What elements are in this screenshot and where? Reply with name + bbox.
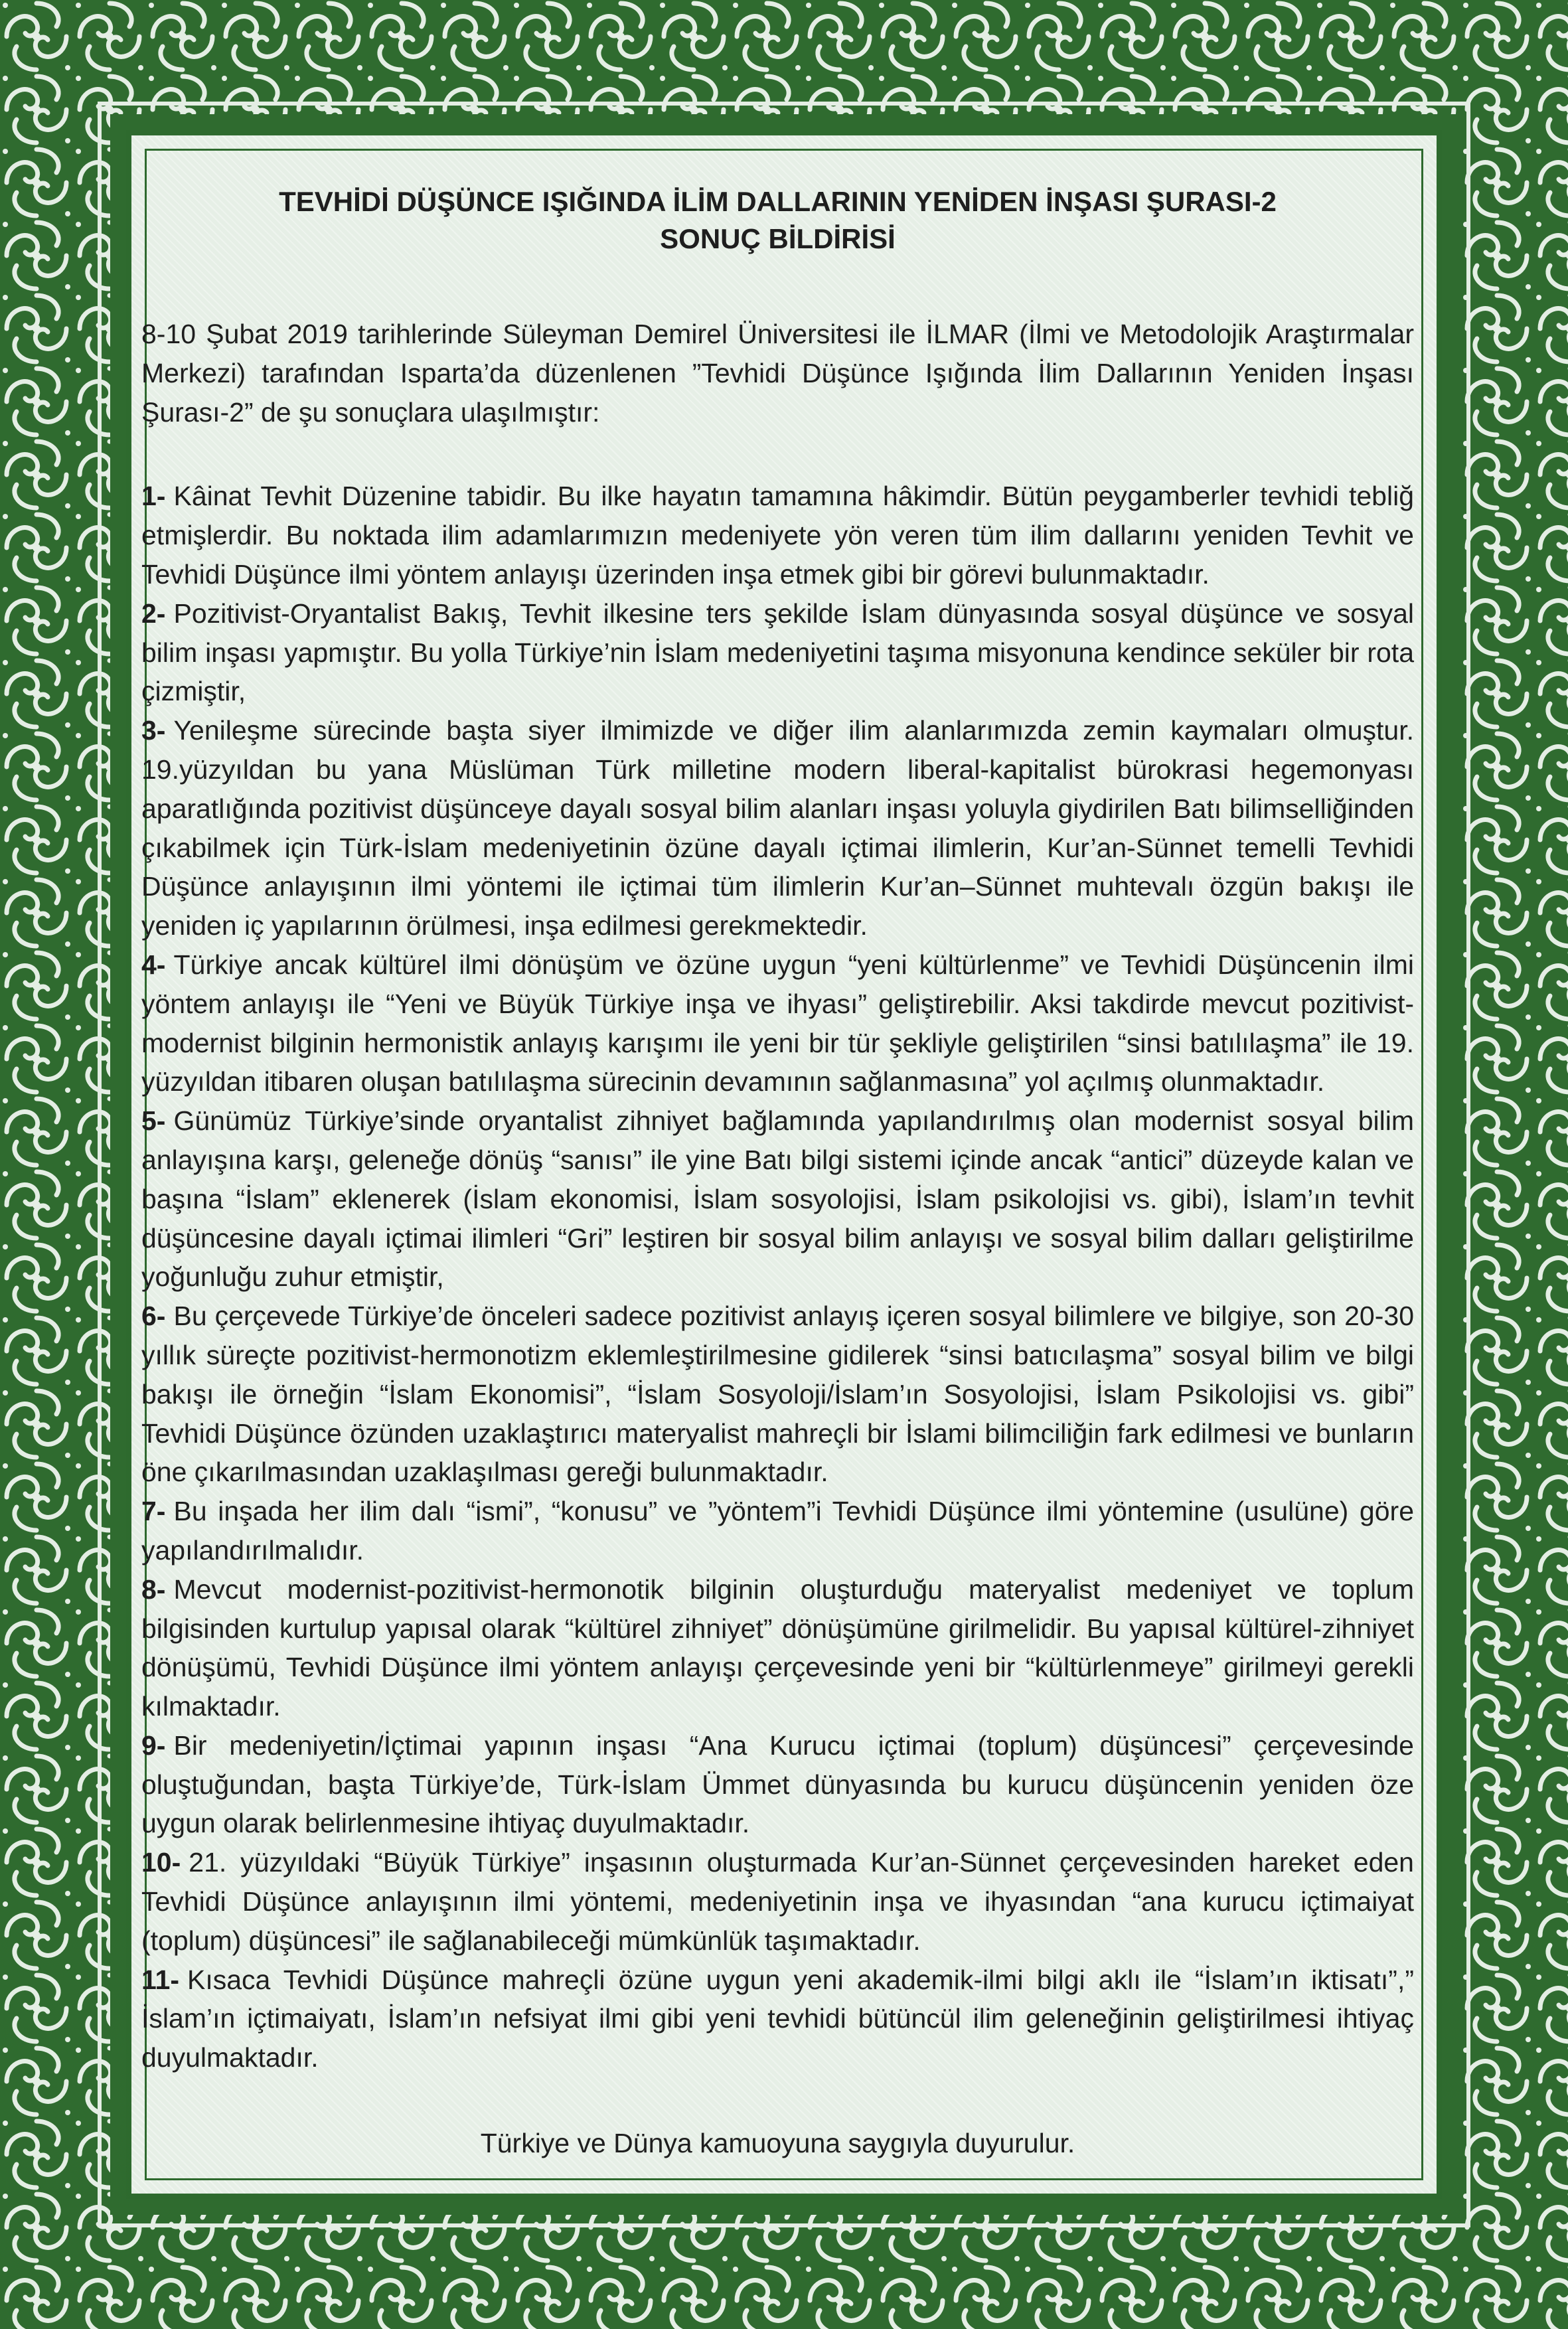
item-number: 7- bbox=[141, 1496, 166, 1527]
item-text: Pozitivist-Oryantalist Bakış, Tevhit ilkesine ters şekilde İslam dünyasında sosyal düşünce ve sosyal bilim inşası yapmıştır. Bu yolla Türkiye’nin İslam medeniyetini taşıma misyonuna kendince seküler bir rota çizmiştir, bbox=[141, 598, 1414, 707]
list-item bbox=[141, 711, 1414, 945]
item-number: 8- bbox=[141, 1573, 166, 1605]
document-content bbox=[141, 183, 1414, 2190]
item-number: 6- bbox=[141, 1301, 166, 1332]
item-number: 1- bbox=[141, 481, 166, 512]
list-item bbox=[141, 594, 1414, 711]
item-text: Günümüz Türkiye’sinde oryantalist zihniyet bağlamında yapılandırılmış olan modernist sosyal bilim anlayışına karşı, geleneğe dönüş “sanısı” ile yine Batı bilgi sistemi içinde ancak “antici” düzeyde kalan ve başına “İslam” eklenerek (İslam ekonomisi, İslam sosyolojisi, İslam psikolojisi vs. gibi), İslam’ın tevhit düşüncesine dayalı içtimai ilimleri “Gri” leştiren bir sosyal bilim anlayışı ve sosyal bilim dalları geliştirilme yoğunluğu zuhur etmiştir, bbox=[141, 1105, 1414, 1293]
list-item bbox=[141, 477, 1414, 594]
list-item bbox=[141, 1570, 1414, 1726]
intro-paragraph: 8-10 Şubat 2019 tarihlerinde Süleyman Demirel Üniversitesi ile İLMAR (İlmi ve Metodolojik Araştırmalar Merkezi) tarafından Isparta’da düzenlenen ”Tevhidi Düşünce Işığında İlim Dallarının Yeniden İnşası Şurası-2” de şu sonuçlara ulaşılmıştır: bbox=[141, 319, 1414, 428]
list-item bbox=[141, 1726, 1414, 1843]
list-item bbox=[141, 1961, 1414, 2077]
item-number: 10- bbox=[141, 1847, 181, 1878]
title-line-2: SONUÇ BİLDİRİSİ bbox=[660, 223, 896, 254]
item-number: 3- bbox=[141, 715, 166, 746]
item-number: 5- bbox=[141, 1105, 166, 1137]
list-item bbox=[141, 1101, 1414, 1297]
item-text: Yenileşme sürecinde başta siyer ilmimizde ve diğer ilim alanlarımızda zemin kaymaları olmuştur. 19.yüzyıldan bu yana Müslüman Türk milletine modern liberal-kapitalist bürokrasi hegemonyası aparatlığında pozitivist düşünceye dayalı sosyal bilim alanları inşası yoluyla giydirilen Batı bilimselliğinden çıkabilmek için Türk-İslam medeniyetinin özüne dayalı içtimai ilimlerin, Kur’an-Sünnet temelli Tevhidi Düşünce anlayışının ilmi yöntemi ile içtimai tüm ilimlerin Kur’an–Sünnet muhtevalı özgün bakışı ile yeniden iç yapılarının örülmesi, inşa edilmesi gerekmektedir. bbox=[141, 715, 1414, 941]
list-item bbox=[141, 1492, 1414, 1570]
item-text: 21. yüzyıldaki “Büyük Türkiye” inşasının oluşturmada Kur’an-Sünnet çerçevesinden hareket eden Tevhidi Düşünce anlayışının ilmi yöntemi, medeniyetinin inşa ve ihyasından “ana kurucu içtimaiyat (toplum) düşüncesi” ile sağlanabileceği mümkünlük taşımaktadır. bbox=[141, 1847, 1414, 1956]
closing-statement: Türkiye ve Dünya kamuoyuna saygıyla duyurulur. bbox=[480, 2128, 1075, 2159]
item-number: 11- bbox=[141, 1964, 179, 1995]
item-text: Mevcut modernist-pozitivist-hermonotik bilginin oluşturduğu materyalist medeniyet ve toplum bilgisinden kurtulup yapısal olarak “kültürel zihniyet” dönüşümüne girilmelidir. Bu yapısal kültürel-zihniyet dönüşümü, Tevhidi Düşünce ilmi yöntem anlayışı çerçevesinde yeni bir “kültürlenmeye” girilmeyi gerekli kılmaktadır. bbox=[141, 1573, 1414, 1722]
item-number: 4- bbox=[141, 949, 166, 980]
item-text: Bir medeniyetin/İçtimai yapının inşası “Ana Kurucu içtimai (toplum) düşüncesi” çerçevesinde oluştuğundan, başta Türkiye’de, Türk-İslam Ümmet dünyasında bu kurucu düşüncenin yeniden öze uygun olarak belirlenmesine ihtiyaç duyulmaktadır. bbox=[141, 1729, 1414, 1839]
results-list bbox=[141, 477, 1414, 2077]
item-text: Kâinat Tevhit Düzenine tabidir. Bu ilke hayatın tamamına hâkimdir. Bütün peygamberler tevhidi tebliğ etmişlerdir. Bu noktada ilim adamlarımızın medeniyete yön veren tüm ilim dallarını yeniden Tevhit ve Tevhidi Düşünce ilmi yöntem anlayışı üzerinden inşa etmek gibi bir görevi bulunmaktadır. bbox=[141, 481, 1414, 590]
title-line-1: TEVHİDİ DÜŞÜNCE IŞIĞINDA İLİM DALLARININ YENİDEN İNŞASI ŞURASI-2 bbox=[279, 186, 1277, 217]
list-item bbox=[141, 1843, 1414, 1960]
item-text: Bu çerçevede Türkiye’de önceleri sadece pozitivist anlayış içeren sosyal bilimlere ve bilgiye, son 20-30 yıllık süreçte pozitivist-hermonotizm eklemleştirilmesine gidilerek “sinsi batıcılaşma” sosyal bilim ve bilgi bakışı ile örneğin “İslam Ekonomisi”, “İslam Sosyoloji/İslam’ın Sosyolojisi, İslam Psikolojisi vs. gibi” Tevhidi Düşünce özünden uzaklaştırıcı materyalist mahreçli bir İslami bilimciliğin fark edilmesi ve bunların öne çıkarılmasından uzaklaşılması gereği bulunmaktadır. bbox=[141, 1301, 1414, 1488]
list-item bbox=[141, 1297, 1414, 1492]
item-text: Kısaca Tevhidi Düşünce mahreçli özüne uygun yeni akademik-ilmi bilgi aklı ile “İslam’ın iktisatı”,” İslam’ın içtimaiyatı, İslam’ın nefsiyat ilmi gibi yeni tevhidi bütüncül ilim geleneğinin geliştirilmesi ihtiyaç duyulmaktadır. bbox=[141, 1964, 1414, 2073]
item-text: Türkiye ancak kültürel ilmi dönüşüm ve özüne uygun “yeni kültürlenme” ve Tevhidi Düşüncenin ilmi yöntem anlayışı ile “Yeni ve Büyük Türkiye inşa ve ihyası” geliştirebilir. Aksi takdirde mevcut pozitivist-modernist bilginin hermonistik anlayış karışımı ile yeni bir tür şekliyle geliştirilen “sinsi batılılaşma” ile 19. yüzyıldan itibaren oluşan batılılaşma sürecinin devamının sağlanmasına” yol açılmış olunmaktadır. bbox=[141, 949, 1414, 1097]
item-number: 2- bbox=[141, 598, 166, 629]
list-item bbox=[141, 945, 1414, 1101]
item-text: Bu inşada her ilim dalı “ismi”, “konusu” ve ”yöntem”i Tevhidi Düşünce ilmi yöntemine (usulüne) göre yapılandırılmalıdır. bbox=[141, 1496, 1414, 1566]
item-number: 9- bbox=[141, 1729, 166, 1761]
document-title bbox=[141, 183, 1414, 258]
